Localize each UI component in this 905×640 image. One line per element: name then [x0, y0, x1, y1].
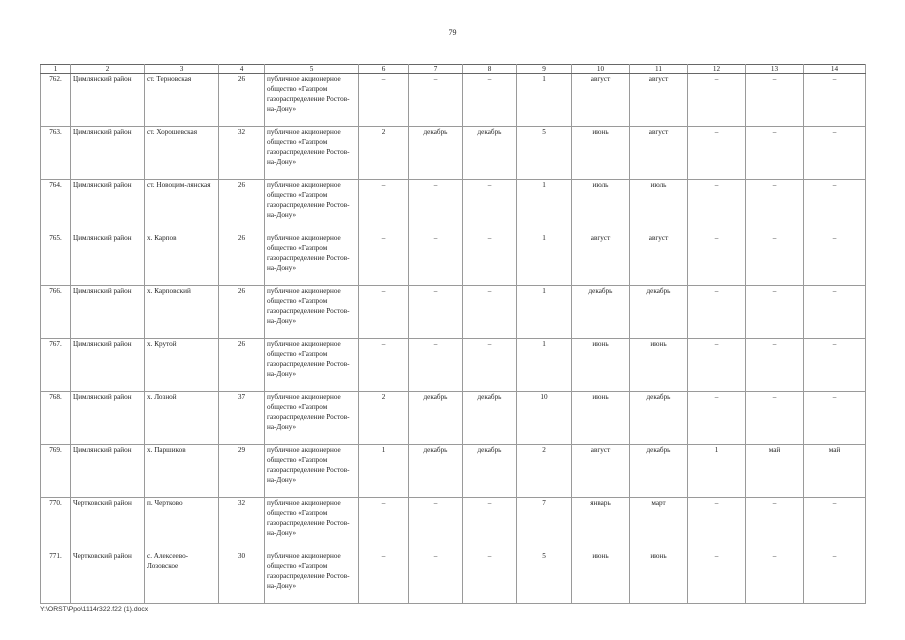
table-cell: Чертковский район: [71, 551, 145, 604]
col-header: 5: [265, 65, 359, 74]
table-cell: –: [463, 551, 517, 604]
table-cell: публичное акционерное общество «Газпром газораспределение Ростов-на-Дону»: [265, 392, 359, 445]
table-cell: 1: [688, 445, 746, 498]
table-cell: 1: [517, 74, 572, 127]
table-cell: –: [746, 74, 804, 127]
table-cell: х. Крутой: [145, 339, 219, 392]
table-cell: Цимлянский район: [71, 233, 145, 286]
table-cell: –: [463, 233, 517, 286]
col-header: 1: [41, 65, 71, 74]
table-cell: Цимлянский район: [71, 339, 145, 392]
table-cell: 29: [219, 445, 265, 498]
table-cell: 767.: [41, 339, 71, 392]
table-cell: август: [630, 233, 688, 286]
table-cell: декабрь: [630, 286, 688, 339]
table-cell: публичное акционерное общество «Газпром газораспределение Ростов-на-Дону»: [265, 74, 359, 127]
table-row: [41, 498, 866, 551]
col-header: 6: [359, 65, 409, 74]
table-cell: публичное акционерное общество «Газпром газораспределение Ростов-на-Дону»: [265, 233, 359, 286]
table-cell: декабрь: [630, 392, 688, 445]
table-cell: –: [409, 551, 463, 604]
table-cell: –: [409, 498, 463, 551]
col-header: 13: [746, 65, 804, 74]
table-cell: публичное акционерное общество «Газпром газораспределение Ростов-на-Дону»: [265, 445, 359, 498]
table-cell: –: [804, 74, 866, 127]
table-cell: –: [688, 551, 746, 604]
col-header: 11: [630, 65, 688, 74]
table-cell: 26: [219, 233, 265, 286]
table-cell: –: [746, 127, 804, 180]
table-row: [41, 392, 866, 445]
table-cell: –: [359, 180, 409, 233]
table-row: [41, 445, 866, 498]
table-cell: –: [804, 498, 866, 551]
table-cell: –: [688, 180, 746, 233]
col-header: 2: [71, 65, 145, 74]
table-cell: июль: [572, 180, 630, 233]
table-cell: –: [688, 127, 746, 180]
table-cell: август: [630, 127, 688, 180]
table-cell: х. Карповский: [145, 286, 219, 339]
table-cell: –: [804, 286, 866, 339]
table-cell: –: [359, 74, 409, 127]
table-cell: 30: [219, 551, 265, 604]
table-cell: 763.: [41, 127, 71, 180]
table-cell: 771.: [41, 551, 71, 604]
table-row: [41, 74, 866, 127]
table-cell: август: [572, 445, 630, 498]
table-cell: июнь: [572, 392, 630, 445]
table-cell: –: [688, 286, 746, 339]
table-cell: 32: [219, 498, 265, 551]
table-cell: 765.: [41, 233, 71, 286]
column-number-header-row: [41, 65, 866, 74]
col-header: 12: [688, 65, 746, 74]
table-cell: –: [463, 286, 517, 339]
table-cell: 770.: [41, 498, 71, 551]
table-cell: –: [463, 74, 517, 127]
table-cell: декабрь: [572, 286, 630, 339]
table-cell: –: [746, 233, 804, 286]
table-cell: 1: [517, 286, 572, 339]
table-cell: 1: [359, 445, 409, 498]
table-row: [41, 180, 866, 233]
table-cell: август: [572, 74, 630, 127]
table-cell: июль: [630, 180, 688, 233]
table-cell: 2: [359, 127, 409, 180]
table-cell: 10: [517, 392, 572, 445]
table-cell: –: [746, 339, 804, 392]
table-cell: –: [463, 339, 517, 392]
table-cell: июнь: [572, 551, 630, 604]
col-header: 7: [409, 65, 463, 74]
table-cell: ст. Новоцим-лянская: [145, 180, 219, 233]
col-header: 3: [145, 65, 219, 74]
table-cell: 769.: [41, 445, 71, 498]
table-cell: публичное акционерное общество «Газпром газораспределение Ростов-на-Дону»: [265, 286, 359, 339]
page-number: 79: [448, 28, 457, 37]
table-cell: Цимлянский район: [71, 286, 145, 339]
table-cell: –: [359, 286, 409, 339]
table-cell: –: [746, 180, 804, 233]
table-cell: публичное акционерное общество «Газпром газораспределение Ростов-на-Дону»: [265, 339, 359, 392]
table-cell: –: [746, 551, 804, 604]
table-cell: июнь: [572, 339, 630, 392]
table-cell: 26: [219, 286, 265, 339]
table-cell: 1: [517, 180, 572, 233]
table-cell: –: [359, 551, 409, 604]
table-cell: –: [688, 498, 746, 551]
table-cell: Цимлянский район: [71, 74, 145, 127]
table-cell: март: [630, 498, 688, 551]
table-cell: ст. Терновская: [145, 74, 219, 127]
table-cell: ст. Хорошевская: [145, 127, 219, 180]
table-body: [41, 74, 866, 604]
table-row: [41, 551, 866, 604]
table-cell: 5: [517, 127, 572, 180]
gasification-schedule-table: [40, 64, 866, 604]
table-cell: август: [630, 74, 688, 127]
table-cell: –: [463, 180, 517, 233]
table-cell: декабрь: [463, 445, 517, 498]
table-cell: июнь: [572, 127, 630, 180]
table-cell: х. Карпов: [145, 233, 219, 286]
table-cell: Чертковский район: [71, 498, 145, 551]
table-cell: декабрь: [463, 392, 517, 445]
table-cell: публичное акционерное общество «Газпром газораспределение Ростов-на-Дону»: [265, 127, 359, 180]
table-cell: –: [359, 498, 409, 551]
table-cell: 762.: [41, 74, 71, 127]
table-cell: –: [804, 180, 866, 233]
table-cell: публичное акционерное общество «Газпром газораспределение Ростов-на-Дону»: [265, 551, 359, 604]
table-cell: х. Паршиков: [145, 445, 219, 498]
table-cell: –: [746, 392, 804, 445]
table-cell: –: [409, 233, 463, 286]
table-cell: 2: [359, 392, 409, 445]
table-cell: май: [746, 445, 804, 498]
table-cell: –: [804, 392, 866, 445]
table-row: [41, 286, 866, 339]
table-cell: Цимлянский район: [71, 180, 145, 233]
table-cell: 2: [517, 445, 572, 498]
table-cell: июнь: [630, 339, 688, 392]
table-cell: 766.: [41, 286, 71, 339]
table-cell: 5: [517, 551, 572, 604]
table-cell: 32: [219, 127, 265, 180]
table-row: [41, 339, 866, 392]
table-cell: декабрь: [409, 127, 463, 180]
col-header: 14: [804, 65, 866, 74]
table-cell: май: [804, 445, 866, 498]
table-cell: п. Чертково: [145, 498, 219, 551]
table-row: [41, 127, 866, 180]
table-cell: 768.: [41, 392, 71, 445]
col-header: 9: [517, 65, 572, 74]
table-cell: 37: [219, 392, 265, 445]
table-cell: август: [572, 233, 630, 286]
table-cell: декабрь: [630, 445, 688, 498]
table-cell: 1: [517, 233, 572, 286]
table-cell: –: [746, 498, 804, 551]
table-cell: 7: [517, 498, 572, 551]
table-cell: 764.: [41, 180, 71, 233]
table-cell: –: [804, 339, 866, 392]
table-cell: –: [688, 392, 746, 445]
col-header: 8: [463, 65, 517, 74]
table-row: [41, 233, 866, 286]
table-cell: –: [688, 74, 746, 127]
table-cell: 26: [219, 339, 265, 392]
table-cell: Цимлянский район: [71, 127, 145, 180]
table-cell: –: [409, 74, 463, 127]
table-cell: х. Лозной: [145, 392, 219, 445]
table-cell: –: [804, 233, 866, 286]
table-cell: –: [746, 286, 804, 339]
table-cell: декабрь: [409, 392, 463, 445]
col-header: 10: [572, 65, 630, 74]
table-cell: –: [804, 551, 866, 604]
table-cell: июнь: [630, 551, 688, 604]
file-path-footer: Y:\ORST\Ppo\1114r322.f22 (1).docx: [40, 606, 149, 613]
table-cell: публичное акционерное общество «Газпром газораспределение Ростов-на-Дону»: [265, 498, 359, 551]
table-cell: 26: [219, 180, 265, 233]
table-cell: Цимлянский район: [71, 445, 145, 498]
table-cell: декабрь: [463, 127, 517, 180]
table-cell: 1: [517, 339, 572, 392]
table-cell: –: [359, 233, 409, 286]
col-header: 4: [219, 65, 265, 74]
table-cell: –: [359, 339, 409, 392]
table-cell: 26: [219, 74, 265, 127]
table-cell: –: [409, 286, 463, 339]
table-cell: –: [688, 339, 746, 392]
table-cell: –: [688, 233, 746, 286]
table-cell: Цимлянский район: [71, 392, 145, 445]
table-cell: –: [409, 339, 463, 392]
table-cell: –: [804, 127, 866, 180]
table-cell: с. Алексеево-Лозовское: [145, 551, 219, 604]
table-cell: декабрь: [409, 445, 463, 498]
table-cell: публичное акционерное общество «Газпром газораспределение Ростов-на-Дону»: [265, 180, 359, 233]
table-cell: январь: [572, 498, 630, 551]
table-cell: –: [463, 498, 517, 551]
table-cell: –: [409, 180, 463, 233]
